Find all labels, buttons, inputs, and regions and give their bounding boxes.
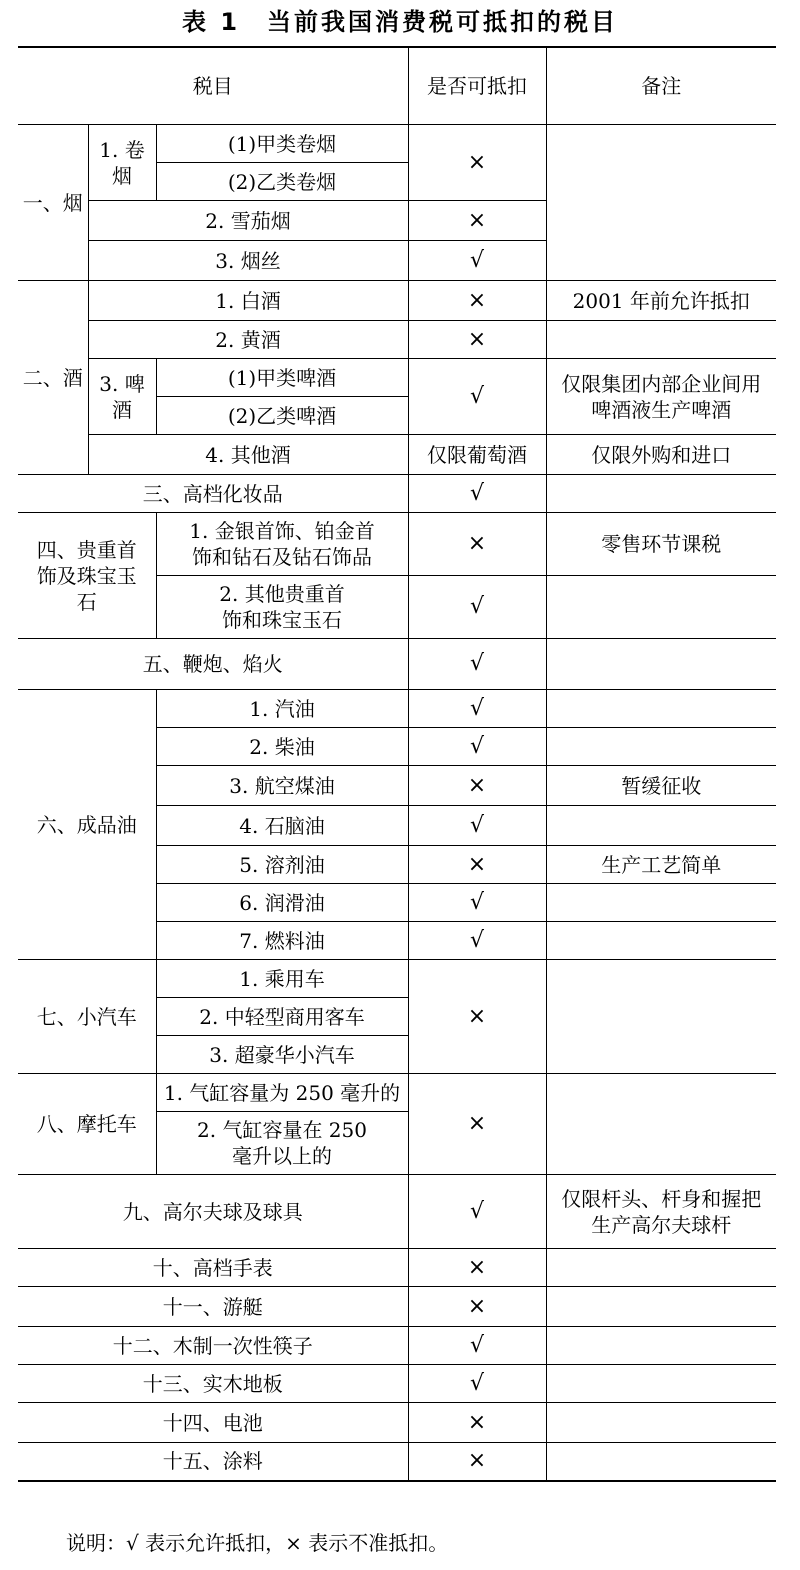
remark-cell bbox=[546, 1287, 776, 1327]
deduct-mark: × bbox=[408, 125, 546, 201]
remark-cell: 暂缓征收 bbox=[546, 766, 776, 806]
item-cell: 3. 超豪华小汽车 bbox=[156, 1036, 408, 1074]
deduct-mark: × bbox=[408, 281, 546, 321]
remark-cell bbox=[546, 1249, 776, 1287]
deduct-mark: √ bbox=[408, 1365, 546, 1403]
category-cell: 十四、电池 bbox=[18, 1403, 408, 1443]
deduct-mark: × bbox=[408, 1287, 546, 1327]
deduct-mark: √ bbox=[408, 359, 546, 435]
item-cell: 6. 润滑油 bbox=[156, 884, 408, 922]
category-cell: 十三、实木地板 bbox=[18, 1365, 408, 1403]
remark-cell bbox=[546, 1327, 776, 1365]
table-row bbox=[18, 960, 776, 998]
table-row bbox=[18, 1403, 776, 1443]
remark-cell bbox=[546, 321, 776, 359]
category-cell: 七、小汽车 bbox=[18, 960, 156, 1074]
remark-cell bbox=[546, 960, 776, 1074]
deduct-mark: √ bbox=[408, 690, 546, 728]
table-row bbox=[18, 435, 776, 475]
item-cell: 2. 其他贵重首饰和珠宝玉石 bbox=[156, 576, 408, 639]
item-cell: 2. 柴油 bbox=[156, 728, 408, 766]
remark-cell bbox=[546, 639, 776, 690]
item-cell: 2. 黄酒 bbox=[88, 321, 408, 359]
deduct-mark: × bbox=[408, 960, 546, 1074]
table-row bbox=[18, 1443, 776, 1481]
item-cell: 4. 石脑油 bbox=[156, 806, 408, 846]
item-cell: 2. 气缸容量在 250 毫升以上的 bbox=[156, 1112, 408, 1175]
deduct-mark: × bbox=[408, 201, 546, 241]
table-row bbox=[18, 1287, 776, 1327]
category-cell: 九、高尔夫球及球具 bbox=[18, 1175, 408, 1249]
deduct-mark: × bbox=[408, 513, 546, 576]
deduct-mark: √ bbox=[408, 475, 546, 513]
item-cell: (1)甲类啤酒 bbox=[156, 359, 408, 397]
remark-cell bbox=[546, 806, 776, 846]
item-cell: 1. 乘用车 bbox=[156, 960, 408, 998]
deduct-mark: √ bbox=[408, 806, 546, 846]
deduct-mark: × bbox=[408, 321, 546, 359]
remark-cell bbox=[546, 1074, 776, 1175]
deduct-text: 仅限葡萄酒 bbox=[408, 435, 546, 475]
item-cell: 2. 中轻型商用客车 bbox=[156, 998, 408, 1036]
remark-cell bbox=[546, 475, 776, 513]
table-row bbox=[18, 690, 776, 728]
table-row bbox=[18, 639, 776, 690]
remark-cell bbox=[546, 884, 776, 922]
remark-cell: 仅限集团内部企业间用啤酒液生产啤酒 bbox=[546, 359, 776, 435]
table-row bbox=[18, 1365, 776, 1403]
remark-cell: 仅限外购和进口 bbox=[546, 435, 776, 475]
remark-cell bbox=[546, 1365, 776, 1403]
item-cell: 1. 白酒 bbox=[88, 281, 408, 321]
table-row bbox=[18, 321, 776, 359]
tax-item-table bbox=[18, 46, 776, 1482]
category-cell: 八、摩托车 bbox=[18, 1074, 156, 1175]
deduct-mark: √ bbox=[408, 1327, 546, 1365]
remark-cell bbox=[546, 690, 776, 728]
deduct-mark: × bbox=[408, 1249, 546, 1287]
item-cell: 3. 航空煤油 bbox=[156, 766, 408, 806]
table-row bbox=[18, 125, 776, 163]
item-cell: 1. 汽油 bbox=[156, 690, 408, 728]
deduct-mark: × bbox=[408, 846, 546, 884]
category-cell: 十二、木制一次性筷子 bbox=[18, 1327, 408, 1365]
deduct-mark: √ bbox=[408, 241, 546, 281]
deduct-mark: √ bbox=[408, 728, 546, 766]
category-cell: 四、贵重首饰及珠宝玉石 bbox=[18, 513, 156, 639]
header-deductible: 是否可抵扣 bbox=[408, 47, 546, 125]
item-cell: 4. 其他酒 bbox=[88, 435, 408, 475]
item-cell: (1)甲类卷烟 bbox=[156, 125, 408, 163]
table-row bbox=[18, 359, 776, 397]
remark-cell bbox=[546, 576, 776, 639]
deduct-mark: × bbox=[408, 1074, 546, 1175]
remark-cell: 2001 年前允许抵扣 bbox=[546, 281, 776, 321]
item-cell: 3. 烟丝 bbox=[88, 241, 408, 281]
header-item: 税目 bbox=[18, 47, 408, 125]
item-cell: 1. 气缸容量为 250 毫升的 bbox=[156, 1074, 408, 1112]
table-row bbox=[18, 281, 776, 321]
item-cell: (2)乙类啤酒 bbox=[156, 397, 408, 435]
table-title: 表 1 当前我国消费税可抵扣的税目 bbox=[181, 8, 619, 36]
category-cell: 一、烟 bbox=[18, 125, 88, 281]
table-row bbox=[18, 1074, 776, 1112]
deduct-mark: × bbox=[408, 766, 546, 806]
remark-cell: 仅限杆头、杆身和握把生产高尔夫球杆 bbox=[546, 1175, 776, 1249]
item-cell: 7. 燃料油 bbox=[156, 922, 408, 960]
category-cell: 十五、涂料 bbox=[18, 1443, 408, 1481]
table-row bbox=[18, 475, 776, 513]
remark-cell bbox=[546, 1443, 776, 1481]
category-cell: 二、酒 bbox=[18, 281, 88, 475]
category-cell: 十、高档手表 bbox=[18, 1249, 408, 1287]
footnote: 说明：√ 表示允许抵扣，× 表示不准抵扣。 bbox=[66, 1531, 449, 1555]
item-cell: (2)乙类卷烟 bbox=[156, 163, 408, 201]
deduct-mark: √ bbox=[408, 576, 546, 639]
header-row bbox=[18, 47, 776, 125]
item-cell: 1. 金银首饰、铂金首饰和钻石及钻石饰品 bbox=[156, 513, 408, 576]
category-cell: 十一、游艇 bbox=[18, 1287, 408, 1327]
table-row bbox=[18, 513, 776, 576]
item-cell: 5. 溶剂油 bbox=[156, 846, 408, 884]
deduct-mark: × bbox=[408, 1443, 546, 1481]
category-cell: 五、鞭炮、焰火 bbox=[18, 639, 408, 690]
deduct-mark: √ bbox=[408, 639, 546, 690]
subcategory-cell: 1. 卷烟 bbox=[88, 125, 156, 201]
remark-cell bbox=[546, 1403, 776, 1443]
deduct-mark: √ bbox=[408, 1175, 546, 1249]
table-row bbox=[18, 1249, 776, 1287]
deduct-mark: √ bbox=[408, 922, 546, 960]
category-cell: 六、成品油 bbox=[18, 690, 156, 960]
remark-cell bbox=[546, 125, 776, 281]
remark-cell: 零售环节课税 bbox=[546, 513, 776, 576]
item-cell: 2. 雪茄烟 bbox=[88, 201, 408, 241]
header-remark: 备注 bbox=[546, 47, 776, 125]
category-cell: 三、高档化妆品 bbox=[18, 475, 408, 513]
table-row bbox=[18, 1175, 776, 1249]
table-row bbox=[18, 1327, 776, 1365]
deduct-mark: √ bbox=[408, 884, 546, 922]
remark-cell bbox=[546, 922, 776, 960]
remark-cell: 生产工艺简单 bbox=[546, 846, 776, 884]
remark-cell bbox=[546, 728, 776, 766]
deduct-mark: × bbox=[408, 1403, 546, 1443]
subcategory-cell: 3. 啤酒 bbox=[88, 359, 156, 435]
